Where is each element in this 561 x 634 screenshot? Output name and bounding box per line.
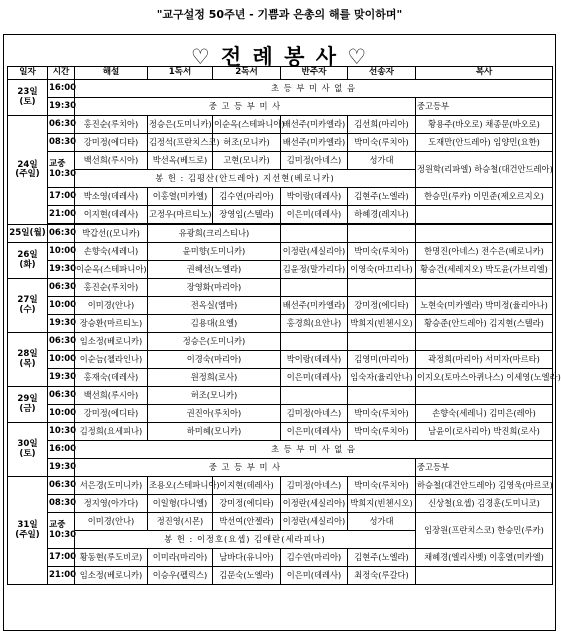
table-row [8,477,553,495]
cell: 이영숙(마끄리나) [348,261,416,279]
time-cell: 06:30 [48,116,75,134]
cell: 배선주(미카엘라) [281,116,348,134]
table-row [8,369,553,387]
cell [281,333,348,351]
header-cantor: 선송자 [348,67,416,80]
time-cell: 10:30 [48,423,75,441]
time-cell: 10:00 [48,351,75,369]
cell: 배선주(미카엘라) [281,297,348,315]
cell: 남윤이(로사리아) 박진희(로사) [416,423,553,441]
table-row [8,80,553,98]
cell [348,225,416,243]
cell: 임소정(베로니카) [75,333,148,351]
cell: 이지현(데레사) [75,206,148,224]
date-cell: 24일 (주일) [8,116,48,225]
table-row [8,405,553,423]
cell: 도재만(안드레아) 임양민(요한) [416,134,553,152]
cell: 임장원(프란치스코) 한승민(루카) [416,513,553,549]
cell: 고정우(마르티노) [148,206,213,224]
cell: 이정란(세실리아) [281,243,348,261]
time-cell: 교중 10:30 [48,513,75,549]
cell: 전옥실(엠마) [148,297,281,315]
time-cell: 06:30 [48,387,75,405]
cell: 김정희(요세피나) [75,423,148,441]
cell: 한승민(루카) 이민준(제오르지오) [416,188,553,206]
date-cell: 30일 (토) [8,423,48,477]
cell [416,387,553,405]
header-commentator: 해설 [75,67,148,80]
time-cell: 21:00 [48,567,75,585]
time-cell: 교중 10:30 [48,152,75,188]
cell: 김용대(요엘) [148,315,281,333]
cell: 홍재숙(데레사) [75,369,148,387]
cell: 이은미(데레사) [281,206,348,224]
table-row [8,152,553,170]
table-row [8,279,553,297]
cell [281,279,348,297]
cell: 이은미(데레사) [281,369,348,387]
server-cell: 중고등부 [416,459,553,477]
header-date: 일자 [8,67,48,80]
time-cell: 21:00 [48,206,75,224]
table-row [8,261,553,279]
cell: 백선희(루시아) [75,152,148,170]
cell: 박갑선((모니카) [75,225,148,243]
date-cell: 26일 (화) [8,243,48,279]
cell: 장영화(마리아) [148,279,281,297]
table-row [8,188,553,206]
time-cell: 06:30 [48,225,75,243]
time-cell: 10:00 [48,243,75,261]
time-cell: 17:00 [48,188,75,206]
table-row [8,495,553,513]
cell: 권혜선(노엘라) [148,261,281,279]
header-reading1: 1독서 [148,67,213,80]
cell: 허조(모니카) [213,134,281,152]
table-row [8,513,553,531]
header-reading2: 2독서 [213,67,281,80]
cell: 김미정(아네스) [281,477,348,495]
cell: 최정숙(루갈다) [348,567,416,585]
cell: 박미숙(루치아) [348,405,416,423]
time-cell: 17:00 [48,549,75,567]
table-row [8,387,553,405]
cell: 이순늠(첼라인나) [75,351,148,369]
cell [416,567,553,585]
time-cell: 19:30 [48,315,75,333]
cell: 이은미(데레사) [281,423,348,441]
cell: 이정란(세실리아) [281,495,348,513]
cell: 홍경희(요안나) [281,315,348,333]
date-cell: 29일 (금) [8,387,48,423]
cell: 강미정(에디타) [75,405,148,423]
table-row [8,333,553,351]
cell: 하혜경(레지나) [348,206,416,224]
cell: 신상철(요셉) 김경훈(도미니코) [416,495,553,513]
time-cell: 06:30 [48,333,75,351]
time-cell: 16:00 [48,441,75,459]
time-cell: 10:00 [48,297,75,315]
cell: 이미경(안나) [75,297,148,315]
cell: 김선희(마리아) [348,116,416,134]
cell: 황승건(세레지오) 박도윤(가브리엘) [416,261,553,279]
cell [281,387,348,405]
date-cell: 25일(월) [8,225,48,243]
cell: 이지현(데레사) [213,477,281,495]
cell [348,387,416,405]
table-row [8,351,553,369]
offertory-cell: 봉 헌 : 이정호(요셉) 김애란(세라피나) [75,531,416,549]
cell: 손향숙(세레니) [75,243,148,261]
cell [348,333,416,351]
time-cell: 08:30 [48,495,75,513]
cell: 한명진(아네스) 전수은(베로니카) [416,243,553,261]
notice-cell: 초 등 부 미 사 없 음 [75,80,553,98]
cell: 임소정(베로니카) [75,567,148,585]
notice-cell: 초 등 부 미 사 없 음 [75,441,553,459]
cell: 황용주(바오로) 채종문(바오로) [416,116,553,134]
cell: 성가대 [348,513,416,531]
time-cell: 19:30 [48,261,75,279]
cell: 정원학(리파엘) 하승철(대건안드레아) [416,152,553,188]
liturgy-schedule-table [7,66,561,585]
cell: 김윤정(말가리다) [281,261,348,279]
cell: 김현주(노엘라) [348,549,416,567]
cell: 황승준(안드레아) 김지현(스텔라) [416,315,553,333]
cell: 이홍열(미카엘) [148,188,213,206]
page-title: ♡ 전 례 봉 사 ♡ [190,45,369,69]
cell: 이순옥(스테파니아) [75,261,148,279]
cell: 이일형(다니엘) [148,495,213,513]
cell: 황동현(루도비코) [75,549,148,567]
cell: 이은미(데레사) [281,567,348,585]
offertory-cell: 봉 헌 : 김평산(안드레아) 지선현(베로니카) [75,170,416,188]
date-cell: 27일 (수) [8,279,48,333]
header-accompanist: 반주자 [281,67,348,80]
cell: 김문숙(노엘라) [213,567,281,585]
time-cell: 06:30 [48,477,75,495]
cell: 강미정(에디타) [348,297,416,315]
cell: 윤미향(도미니카) [148,243,281,261]
table-row [8,243,553,261]
cell [416,206,553,224]
date-cell: 23일 (토) [8,80,48,116]
cell: 박미숙(루치아) [348,134,416,152]
time-cell: 19:30 [48,98,75,116]
time-cell: 19:30 [48,369,75,387]
cell: 장영임(스텔라) [213,206,281,224]
cell: 남바다(유니아) [213,549,281,567]
cell: 박이랑(데레사) [281,351,348,369]
cell: 백선희(루시아) [75,387,148,405]
time-cell: 19:30 [48,459,75,477]
cell: 손향숙(세레니) 김미은(레아) [416,405,553,423]
notice-cell: 중 고 등 부 미 사 [75,459,416,477]
cell: 임숙자(율리안나) [348,369,416,387]
cell: 강미정(에디타) [213,495,281,513]
cell: 박미숙(루치아) [348,423,416,441]
cell [348,279,416,297]
table-row [8,116,553,134]
cell: 허조(모니카) [148,387,281,405]
cell: 이경숙(마리아) [148,351,281,369]
cell: 유광희(크리스티나) [148,225,281,243]
cell: 박선여(안젤라) [213,513,281,531]
cell [416,225,553,243]
cell: 이승우(펠릭스) [148,567,213,585]
cell: 권진아(루치아) [148,405,281,423]
cell: 정승은(도미니카) [148,116,213,134]
cell: 정지영(아가다) [75,495,148,513]
cell: 김영미(마리아) [348,351,416,369]
notice-cell: 중 고 등 부 미 사 [75,98,416,116]
cell: 배선주(미카엘라) [281,134,348,152]
cell: 이미라(마리아) [148,549,213,567]
cell: 하승철(대건안드레아) 김영욱(마르코) [416,477,553,495]
header-altar-server: 복사 [416,67,553,80]
cell: 김미정(아네스) [281,152,348,170]
date-cell: 31일 (주일) [8,477,48,585]
cell: 김수연(마리아) [281,549,348,567]
table-row [8,315,553,333]
cell: 박희지(빈첸시오) [348,315,416,333]
cell [281,225,348,243]
table-row [8,459,553,477]
cell: 이미경(안나) [75,513,148,531]
cell: 박미숙(루치아) [348,243,416,261]
table-row [8,98,553,116]
date-cell: 28일 (목) [8,333,48,387]
time-cell: 08:30 [48,134,75,152]
table-row [8,225,553,243]
cell: 정승은(도미니카) [148,333,281,351]
cell: 채혜경(엘리사벳) 이홍열(미카엘) [416,549,553,567]
cell: 하미혜(모니카) [148,423,281,441]
table-row [8,134,553,152]
time-cell: 10:00 [48,405,75,423]
cell: 홍진순(루치아) [75,279,148,297]
cell: 박미숙(루치아) [348,477,416,495]
table-row [8,549,553,567]
cell: 박희지(빈첸시오) [348,495,416,513]
motto-title: "교구설정 50주년 - 기쁨과 은총의 해를 맞이하며" [156,8,403,21]
cell: 박소영(데레사) [75,188,148,206]
table-row [8,567,553,585]
cell: 정진영(시몬) [148,513,213,531]
table-row [8,441,553,459]
table-row [8,423,553,441]
cell: 서은경(도미니카) [75,477,148,495]
cell: 성가대 [348,152,416,170]
cell: 김현주(노엘라) [348,188,416,206]
time-cell: 16:00 [48,80,75,98]
cell: 김수연(마리아) [213,188,281,206]
cell: 김미정(아네스) [281,405,348,423]
cell: 원정희(로사) [148,369,281,387]
cell [416,333,553,351]
time-cell: 06:30 [48,279,75,297]
cell: 곽정희(마리아) 서미자(마르타) [416,351,553,369]
cell: 강미정(에디타) [75,134,148,152]
cell: 이지오(토마스아퀴나스) 이세영(노엘라) [416,369,553,387]
cell: 박선옥(베드로) [148,152,213,170]
cell: 장승환(마르티노) [75,315,148,333]
cell: 조용오(스테파니아) [148,477,213,495]
cell: 노현숙(미카엘라) 박미정(율리아나) [416,297,553,315]
header-row [8,67,553,80]
cell: 이순옥(스테파니아) [213,116,281,134]
server-cell: 중고등부 [416,98,553,116]
cell [416,279,553,297]
cell: 김정석(프란치스코) [148,134,213,152]
cell: 박이랑(데레사) [281,188,348,206]
table-row [8,206,553,224]
cell: 홍진순(루치아) [75,116,148,134]
header-time: 시간 [48,67,75,80]
cell: 이정란(세실리아) [281,513,348,531]
cell: 고현(모니카) [213,152,281,170]
table-row [8,297,553,315]
